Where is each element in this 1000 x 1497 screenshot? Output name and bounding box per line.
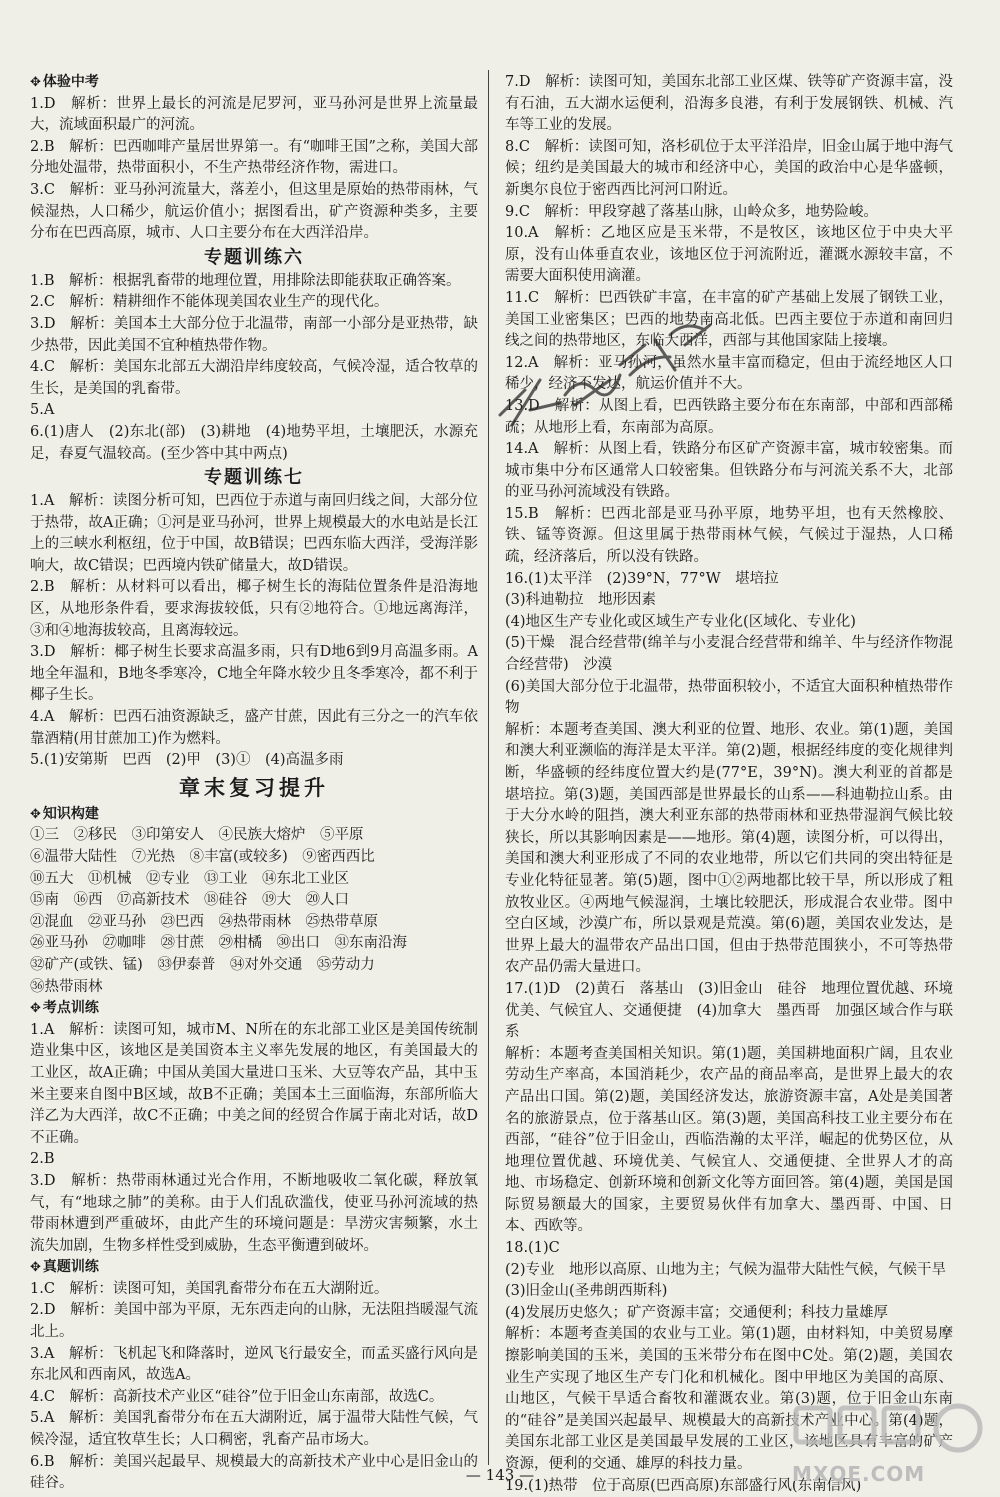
knowledge-line: ㉑混血 ㉒亚马孙 ㉓巴西 ㉔热带雨林 ㉕热带草原	[30, 913, 378, 930]
section-marker-icon: ✥	[30, 1260, 41, 1276]
answer-item: 解析：本题考查美国相关知识。第(1)题，美国耕地面积广阔，且农业劳动生产率高，本国消耗少，农产品的商品率高，是世界上最大的农产品出口国。第(2)题，美国经济发达，旅游资源丰富，A处是美国著名的旅游景点，位于落基山区。第(3)题，美国高科技工业主要分布在西部，“硅谷”位于旧金山，西临浩瀚的太平洋，崛起的优势区位，从地理位置优越、环境优美、气候宜人、交通便捷、全世界人才的高地、市场稳定、创新环境和创新文化等方面回答。第(4)题，美国是国际贸易额最大的国家，主要贸易伙伴有加拿大、墨西哥、中国、日本、西欧等。	[505, 1045, 953, 1235]
answer-item: 5.A 解析：美国乳畜带分布在五大湖附近，属于温带大陆性气候，气候冷湿，适宜牧草生长；人口稠密，乳畜产品市场大。	[30, 1410, 478, 1449]
answer-item: 2.B 解析：巴西咖啡产量居世界第一。有“咖啡王国”之称，美国大部分地处温带，热带面积小，不生产热带经济作物，需进口。	[30, 138, 478, 177]
answer-item: 2.B 解析：从材料可以看出，椰子树生长的海陆位置条件是沿海地区，从地形条件看，要求海拔较低，只有②地符合。①地远离海洋，③和④地海拔较高，且离海较远。	[30, 579, 478, 639]
answer-item: 18.(1)C	[505, 1240, 560, 1257]
answer-item: 2.B	[30, 1151, 55, 1168]
answer-item: 17.(1)D (2)黄石 落基山 (3)旧金山 硅谷 地理位置优越、环境优美、气候宜人、交通便捷 (4)加拿大 墨西哥 加强区域合作与联系	[505, 980, 953, 1041]
answer-item: 1.A 解析：读图可知，城市M、N所在的东北部工业区是美国传统制造业集中区，该地区是美国资本主义率先发展的地区，有美国最大的工业区，故A正确；中国从美国大量进口玉米、大豆等农产品，其中玉米主要来自图中B区域，故B不正确；美国本土三面临海，东部所临大洋乙为大西洋，故C不正确；中美之间的经贸合作属于南北对话，故D不正确。	[30, 1021, 478, 1146]
answer-item: 16.(1)太平洋 (2)39°N，77°W 堪培拉	[505, 570, 779, 587]
answer-item: 3.D 解析：美国本土大部分位于北温带，南部一小部分是亚热带，缺少热带，因此美国不宜种植热带作物。	[30, 315, 478, 354]
knowledge-line: ㉜矿产(或铁、锰) ㉝伊泰普 ㉞对外交通 ㉟劳动力	[30, 956, 375, 973]
section-heading-text: 真题训练	[42, 1259, 99, 1276]
answer-item: 5.(1)安第斯 巴西 (2)甲 (3)① (4)高温多雨	[30, 752, 344, 769]
answer-item: 13.D 解析：从图上看，巴西铁路主要分布在东南部，中部和西部稀疏；从地形上看，东南部为高原。	[505, 397, 953, 436]
section-marker-icon: ✥	[30, 806, 41, 822]
answer-item: 1.B 解析：根据乳畜带的地理位置，用排除法即能获取正确答案。	[30, 272, 461, 289]
answer-item: 14.A 解析：从图上看，铁路分布区矿产资源丰富，城市较密集。而城市集中分布区通常人口较密集。但铁路分布与河流关系不大，北部的亚马孙河流域没有铁路。	[505, 441, 953, 501]
column-divider	[488, 70, 489, 1465]
knowledge-line: ㊱热带雨林	[30, 978, 103, 995]
answer-item: 3.C 解析：亚马孙河流量大，落差小，但这里是原始的热带雨林，气候湿热，人口稀少，航运价值小；据图看出，矿产资源种类多，主要分布在巴西高原，城市、人口主要分布在大西洋沿岸。	[30, 181, 478, 242]
answer-item: 7.D 解析：读图可知，美国东北部工业区煤、铁等矿产资源丰富，没有石油，五大湖水运便利，沿海多良港，有利于发展钢铁、机械、汽车等工业的发展。	[505, 74, 953, 134]
knowledge-line: ①三 ②移民 ③印第安人 ④民族大熔炉 ⑤平原	[30, 827, 364, 844]
knowledge-line: ⑩五大 ⑪机械 ⑫专业 ⑬工业 ⑭东北工业区	[30, 870, 349, 887]
section-heading	[30, 804, 478, 826]
answer-item: 6.(1)唐人 (2)东北(部) (3)耕地 (4)地势平坦，土壤肥沃，水源充足，春夏气温较高。(至少答中其中两点)	[30, 423, 478, 462]
answer-item: (2)专业 地形以高原、山地为主；气候为温带大陆性气候，气候干旱	[505, 1261, 947, 1278]
answer-item: 19.(1)热带 位于高原(巴西高原)东部盛行风(东南信风)	[505, 1477, 862, 1494]
section-heading	[30, 998, 478, 1020]
answer-item: 3.D 解析：椰子树生长要求高温多雨，只有D地6到9月高温多雨。A地全年温和，B地冬季寒冷，C地全年降水较少且冬季寒冷，都不利于椰子生长。	[30, 644, 478, 704]
answer-item: 1.D 解析：世界上最长的河流是尼罗河，亚马孙河是世界上流量最大，流域面积最广的河流。	[30, 95, 478, 134]
answer-item: 3.A 解析：飞机起飞和降落时，逆风飞行最安全，而孟买盛行风向是东北风和西南风，故选A。	[30, 1345, 478, 1384]
answer-item: 8.C 解析：读图可知，洛杉矶位于太平洋沿岸，旧金山属于地中海气候；纽约是美国最大的城市和经济中心，美国的政治中心是华盛顿，新奥尔良位于密西西比河河口附近。	[505, 138, 953, 198]
answer-item: 6.B 解析：美国兴起最早、规模最大的高新技术产业中心是旧金山的硅谷。	[30, 1453, 478, 1492]
answer-item: 4.C 解析：高新技术产业区“硅谷”位于旧金山东南部，故选C。	[30, 1388, 444, 1405]
block-title: 章末复习提升	[179, 775, 329, 800]
answer-item: 1.A 解析：读图分析可知，巴西位于赤道与南回归线之间，大部分位于热带，故A正确；①河是亚马孙河，世界上规模最大的水电站是长江上的三峡水利枢纽，位于中国，故B错误；巴西东临大西洋，受海洋影响大，故C错误；巴西境内铁矿储量大，故D错误。	[30, 493, 478, 574]
left-column	[30, 72, 478, 1492]
section-heading-text: 体验中考	[42, 74, 99, 90]
answer-item: 11.C 解析：巴西铁矿丰富，在丰富的矿产基础上发展了钢铁工业，美国工业密集区；巴西的地势南高北低。巴西主要位于赤道和南回归线之间的热带地区，东临大西洋，西部与其他国家陆上接壤。	[505, 289, 953, 350]
knowledge-line: ⑥温带大陆性 ⑦光热 ⑧丰富(或较多) ⑨密西西比	[30, 849, 375, 865]
answer-item: 2.C 解析：精耕细作不能体现美国农业生产的现代化。	[30, 294, 389, 311]
answer-item: 10.A 解析：乙地区应是玉米带，不是牧区，该地区位于中央大平原，没有山体垂直农业，该地区位于河流附近，灌溉水源较丰富，不需要大面积使用滴灌。	[505, 225, 953, 285]
answer-item: (4)地区生产专业化或区域生产专业化(区域化、专业化)	[505, 613, 856, 630]
section-heading	[30, 72, 478, 94]
section-heading-text: 考点训练	[42, 1000, 99, 1017]
answer-item: (3)科迪勒拉 地形因素	[505, 592, 657, 609]
block-title: 专题训练六	[204, 246, 304, 268]
watermark-site-text: MXQE.COM	[792, 1462, 926, 1486]
answer-item: 1.C 解析：读图可知，美国乳畜带分布在五大湖附近。	[30, 1280, 389, 1297]
answer-item: 解析：本题考查美国、澳大利亚的位置、地形、农业。第(1)题，美国和澳大利亚濒临的海洋是太平洋。第(2)题，根据经纬度的变化规律判断，华盛顿的经纬度位置大约是(77°E，39°N)。澳大利亚的首都是堪培拉。第(3)题，美国西部是世界最长的山系——科迪勒拉山系。由于大分水岭的阻挡，澳大利亚东部的热带雨林和亚热带湿润气候比较狭长，所以其影响因素是——地形。第(4)题，读图分析，可以得出，美国和澳大利亚形成了不同的农业地带，所以它们共同的突出特征是专业化特征显著。第(5)题，图中①②两地都比较干旱，所以形成了粗放牧业区。④两地气候湿润，土壤比较肥沃，形成混合农业带。图中空白区域，沙漠广布，所以景观是荒漠。第(6)题，美国农业发达，是世界上最大的温带农产品出口国，但由于热带范围狭小，不可等热带农产品仍需大量进口。	[505, 721, 953, 976]
answer-item: 解析：本题考查美国的农业与工业。第(1)题，由材料知，中美贸易摩擦影响美国的玉米，美国的玉米带分布在图中C处。第(2)题，美国农业生产实现了地区生产专门化和机械化。图中甲地区为美国的高原、山地区，气候干旱适合畜牧和灌溉农业。第(3)题，位于旧金山东南的“硅谷”是美国兴起最早、规模最大的高新技术产业中心。第(4)题，美国东北部工业区是美国最早发展的工业区，该地区具有丰富的矿产资源，便利的交通、雄厚的科技力量。	[505, 1326, 953, 1472]
answer-item: (6)美国大部分位于北温带，热带面积较小，不适宜大面积种植热带作物	[505, 678, 953, 717]
knowledge-line: ㉖亚马孙 ㉗咖啡 ㉘甘蔗 ㉙柑橘 ㉚出口 ㉛东南沿海	[30, 935, 407, 952]
knowledge-line: ⑮南 ⑯西 ⑰高新技术 ⑱硅谷 ⑲大 ⑳人口	[30, 892, 349, 909]
answer-item: (5)干燥 混合经营带(绵羊与小麦混合经营带和绵羊、牛与经济作物混合经营带) 沙漠	[505, 635, 953, 674]
section-marker-icon: ✥	[30, 1001, 41, 1017]
answer-item: 2.D 解析：美国中部为平原，无东西走向的山脉，无法阻挡暖湿气流北上。	[30, 1302, 478, 1341]
answer-item: 9.C 解析：甲段穿越了落基山脉，山岭众多，地势险峻。	[505, 203, 878, 220]
section-heading-text: 知识构建	[42, 805, 99, 822]
section-heading	[30, 1257, 478, 1279]
answer-item: (3)旧金山(圣弗朗西斯科)	[505, 1283, 668, 1300]
answer-item: (4)发展历史悠久；矿产资源丰富；交通便利；科技力量雄厚	[505, 1304, 889, 1321]
answer-item: 4.A 解析：巴西石油资源缺乏，盛产甘蔗，因此有三分之一的汽车依靠酒精(用甘蔗加工)作为燃料。	[30, 709, 478, 747]
block-title: 专题训练七	[204, 467, 304, 489]
answer-item: 15.B 解析：巴西北部是亚马孙平原，地势平坦，也有天然橡胶、铁、锰等资源。但这里属于热带雨林气候，气候过于湿热，人口稀疏，经济落后，所以没有铁路。	[505, 505, 953, 566]
answer-item: 3.D 解析：热带雨林通过光合作用，不断地吸收二氧化碳，释放氧气，有“地球之肺”的美称。由于人们乱砍滥伐，使亚马孙河流域的热带雨林遭到严重破坏，由此产生的环境问题是：旱涝灾害频繁，水土流失加剧，生物多样性受到威胁，生态平衡遭到破坏。	[30, 1172, 478, 1254]
page-number: — 143 —	[465, 1466, 535, 1484]
section-marker-icon: ✥	[30, 75, 41, 90]
answer-item: 4.C 解析：美国东北部五大湖沿岸纬度较高，气候冷湿，适合牧草的生长，是美国的乳畜带。	[30, 359, 478, 397]
answer-item: 5.A	[30, 402, 55, 419]
answer-item: 12.A 解析：亚马孙河，虽然水量丰富而稳定，但由于流经地区人口稀少，经济不发达，航运价值并不大。	[505, 354, 953, 393]
